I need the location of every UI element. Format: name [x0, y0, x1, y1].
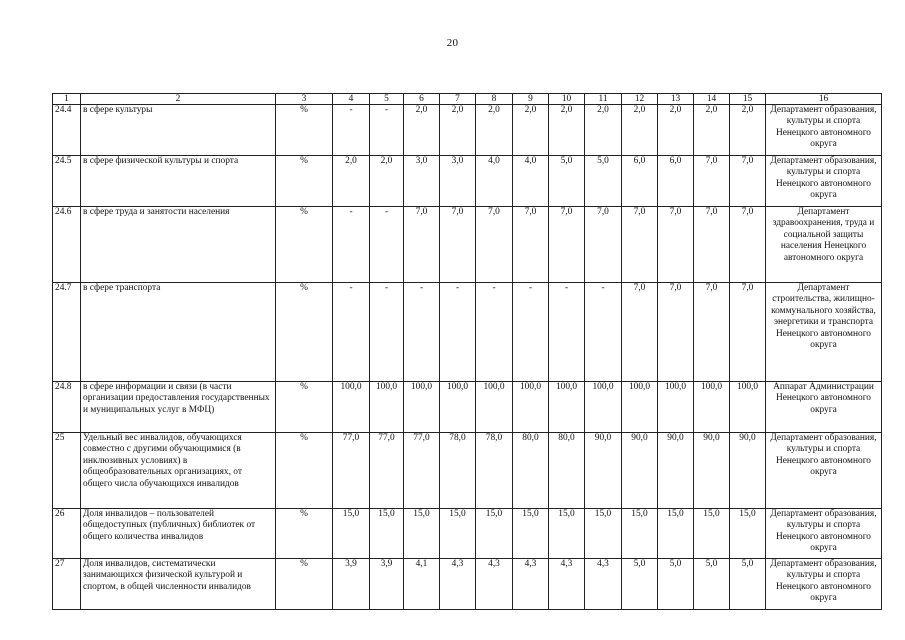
value-cell: 100,0 [622, 382, 658, 433]
indicator-name: в сфере физической культуры и спорта [81, 156, 276, 207]
column-header: 15 [730, 94, 766, 105]
unit-cell: % [276, 156, 333, 207]
row-number: 24.5 [53, 156, 81, 207]
column-header: 14 [694, 94, 730, 105]
value-cell: 4,3 [549, 559, 585, 610]
value-cell: 7,0 [658, 207, 694, 283]
department-cell: Департамент образования, культуры и спорта Ненецкого автономного округа [766, 105, 882, 156]
value-cell: 15,0 [658, 509, 694, 559]
unit-cell: % [276, 509, 333, 559]
value-cell: 4,3 [476, 559, 513, 610]
value-cell: 6,0 [658, 156, 694, 207]
column-header: 16 [766, 94, 882, 105]
value-cell: 77,0 [370, 433, 404, 509]
value-cell: 4,3 [585, 559, 622, 610]
value-cell: 5,0 [549, 156, 585, 207]
value-cell: 15,0 [333, 509, 370, 559]
table-row [53, 283, 882, 382]
department-cell: Департамент образования, культуры и спорта Ненецкого автономного округа [766, 156, 882, 207]
table-row [53, 207, 882, 283]
column-header: 6 [404, 94, 440, 105]
value-cell: 15,0 [370, 509, 404, 559]
value-cell: 7,0 [730, 156, 766, 207]
value-cell: - [370, 207, 404, 283]
value-cell: 4,1 [404, 559, 440, 610]
indicator-name: Удельный вес инвалидов, обучающихся совместно с другими обучающимися (в инклюзивных условиях) в общеобразовательных организациях, от общего числа обучающихся инвалидов [81, 433, 276, 509]
value-cell: 80,0 [549, 433, 585, 509]
value-cell: 4,0 [513, 156, 549, 207]
value-cell: 7,0 [694, 156, 730, 207]
value-cell: 80,0 [513, 433, 549, 509]
unit-cell: % [276, 382, 333, 433]
indicator-name: в сфере труда и занятости населения [81, 207, 276, 283]
row-number: 25 [53, 433, 81, 509]
value-cell: 2,0 [440, 105, 476, 156]
value-cell: - [370, 105, 404, 156]
value-cell: 77,0 [333, 433, 370, 509]
value-cell: 5,0 [730, 559, 766, 610]
table-row [53, 105, 882, 156]
value-cell: 7,0 [549, 207, 585, 283]
value-cell: 78,0 [476, 433, 513, 509]
indicator-name: Доля инвалидов, систематически занимающихся физической культурой и спортом, в общей численности инвалидов [81, 559, 276, 610]
value-cell: 90,0 [730, 433, 766, 509]
value-cell: 2,0 [622, 105, 658, 156]
value-cell: 6,0 [622, 156, 658, 207]
value-cell: - [404, 283, 440, 382]
page-number: 20 [446, 37, 459, 49]
value-cell: 15,0 [440, 509, 476, 559]
value-cell: 2,0 [585, 105, 622, 156]
row-number: 26 [53, 509, 81, 559]
value-cell: 77,0 [404, 433, 440, 509]
value-cell: 2,0 [370, 156, 404, 207]
value-cell: 7,0 [694, 283, 730, 382]
row-number: 24.4 [53, 105, 81, 156]
value-cell: 7,0 [730, 283, 766, 382]
row-number: 24.8 [53, 382, 81, 433]
value-cell: 2,0 [513, 105, 549, 156]
header-row [53, 94, 882, 105]
indicator-name: в сфере транспорта [81, 283, 276, 382]
column-header: 4 [333, 94, 370, 105]
column-header: 2 [81, 94, 276, 105]
value-cell: - [585, 283, 622, 382]
unit-cell: % [276, 433, 333, 509]
value-cell: 5,0 [585, 156, 622, 207]
value-cell: 2,0 [404, 105, 440, 156]
department-cell: Департамент образования, культуры и спорта Ненецкого автономного округа [766, 559, 882, 610]
value-cell: 90,0 [585, 433, 622, 509]
value-cell: 100,0 [730, 382, 766, 433]
value-cell: 5,0 [622, 559, 658, 610]
value-cell: 15,0 [622, 509, 658, 559]
value-cell: 100,0 [333, 382, 370, 433]
value-cell: 100,0 [658, 382, 694, 433]
value-cell: 90,0 [622, 433, 658, 509]
value-cell: 15,0 [513, 509, 549, 559]
value-cell: 100,0 [370, 382, 404, 433]
value-cell: 5,0 [694, 559, 730, 610]
value-cell: 100,0 [585, 382, 622, 433]
value-cell: 15,0 [549, 509, 585, 559]
value-cell: 2,0 [730, 105, 766, 156]
value-cell: 3,9 [370, 559, 404, 610]
value-cell: - [476, 283, 513, 382]
value-cell: - [440, 283, 476, 382]
value-cell: 100,0 [513, 382, 549, 433]
value-cell: 7,0 [694, 207, 730, 283]
column-header: 13 [658, 94, 694, 105]
row-number: 24.6 [53, 207, 81, 283]
value-cell: 15,0 [585, 509, 622, 559]
column-header: 11 [585, 94, 622, 105]
value-cell: 90,0 [658, 433, 694, 509]
unit-cell: % [276, 283, 333, 382]
department-cell: Департамент строительства, жилищно-коммунального хозяйства, энергетики и транспорта Ненецкого автономного округа [766, 283, 882, 382]
value-cell: 100,0 [440, 382, 476, 433]
column-header: 1 [53, 94, 81, 105]
value-cell: 15,0 [476, 509, 513, 559]
column-header: 3 [276, 94, 333, 105]
value-cell: 7,0 [476, 207, 513, 283]
value-cell: 4,0 [476, 156, 513, 207]
value-cell: 7,0 [513, 207, 549, 283]
department-cell: Департамент образования, культуры и спорта Ненецкого автономного округа [766, 509, 882, 559]
value-cell: - [333, 105, 370, 156]
column-header: 10 [549, 94, 585, 105]
value-cell: 100,0 [404, 382, 440, 433]
value-cell: 3,0 [440, 156, 476, 207]
value-cell: - [370, 283, 404, 382]
value-cell: 7,0 [730, 207, 766, 283]
value-cell: 15,0 [730, 509, 766, 559]
value-cell: 2,0 [476, 105, 513, 156]
column-header: 5 [370, 94, 404, 105]
value-cell: 2,0 [549, 105, 585, 156]
column-header: 12 [622, 94, 658, 105]
value-cell: - [333, 283, 370, 382]
table-row [53, 156, 882, 207]
value-cell: 4,3 [440, 559, 476, 610]
department-cell: Аппарат Администрации Ненецкого автономного округа [766, 382, 882, 433]
value-cell: 15,0 [404, 509, 440, 559]
value-cell: 7,0 [622, 207, 658, 283]
value-cell: 100,0 [549, 382, 585, 433]
value-cell: 2,0 [333, 156, 370, 207]
value-cell: 3,0 [404, 156, 440, 207]
indicators-table [52, 93, 882, 610]
value-cell: 78,0 [440, 433, 476, 509]
table-row [53, 433, 882, 509]
table-row [53, 559, 882, 610]
table-row [53, 382, 882, 433]
value-cell: 2,0 [658, 105, 694, 156]
value-cell: 5,0 [658, 559, 694, 610]
row-number: 24.7 [53, 283, 81, 382]
department-cell: Департамент здравоохранения, труда и социальной защиты населения Ненецкого автономного округа [766, 207, 882, 283]
value-cell: 7,0 [585, 207, 622, 283]
value-cell: - [549, 283, 585, 382]
value-cell: 100,0 [694, 382, 730, 433]
value-cell: 100,0 [476, 382, 513, 433]
value-cell: 90,0 [694, 433, 730, 509]
value-cell: 7,0 [622, 283, 658, 382]
value-cell: - [513, 283, 549, 382]
table-row [53, 509, 882, 559]
value-cell: 7,0 [404, 207, 440, 283]
value-cell: 4,3 [513, 559, 549, 610]
indicator-name: в сфере культуры [81, 105, 276, 156]
value-cell: - [333, 207, 370, 283]
unit-cell: % [276, 207, 333, 283]
column-header: 8 [476, 94, 513, 105]
indicator-name: Доля инвалидов – пользователей общедоступных (публичных) библиотек от общего количества инвалидов [81, 509, 276, 559]
value-cell: 7,0 [658, 283, 694, 382]
row-number: 27 [53, 559, 81, 610]
unit-cell: % [276, 559, 333, 610]
indicator-name: в сфере информации и связи (в части организации предоставления государственных и муниципальных услуг в МФЦ) [81, 382, 276, 433]
column-header: 9 [513, 94, 549, 105]
value-cell: 2,0 [694, 105, 730, 156]
value-cell: 15,0 [694, 509, 730, 559]
department-cell: Департамент образования, культуры и спорта Ненецкого автономного округа [766, 433, 882, 509]
unit-cell: % [276, 105, 333, 156]
value-cell: 3,9 [333, 559, 370, 610]
value-cell: 7,0 [440, 207, 476, 283]
column-header: 7 [440, 94, 476, 105]
